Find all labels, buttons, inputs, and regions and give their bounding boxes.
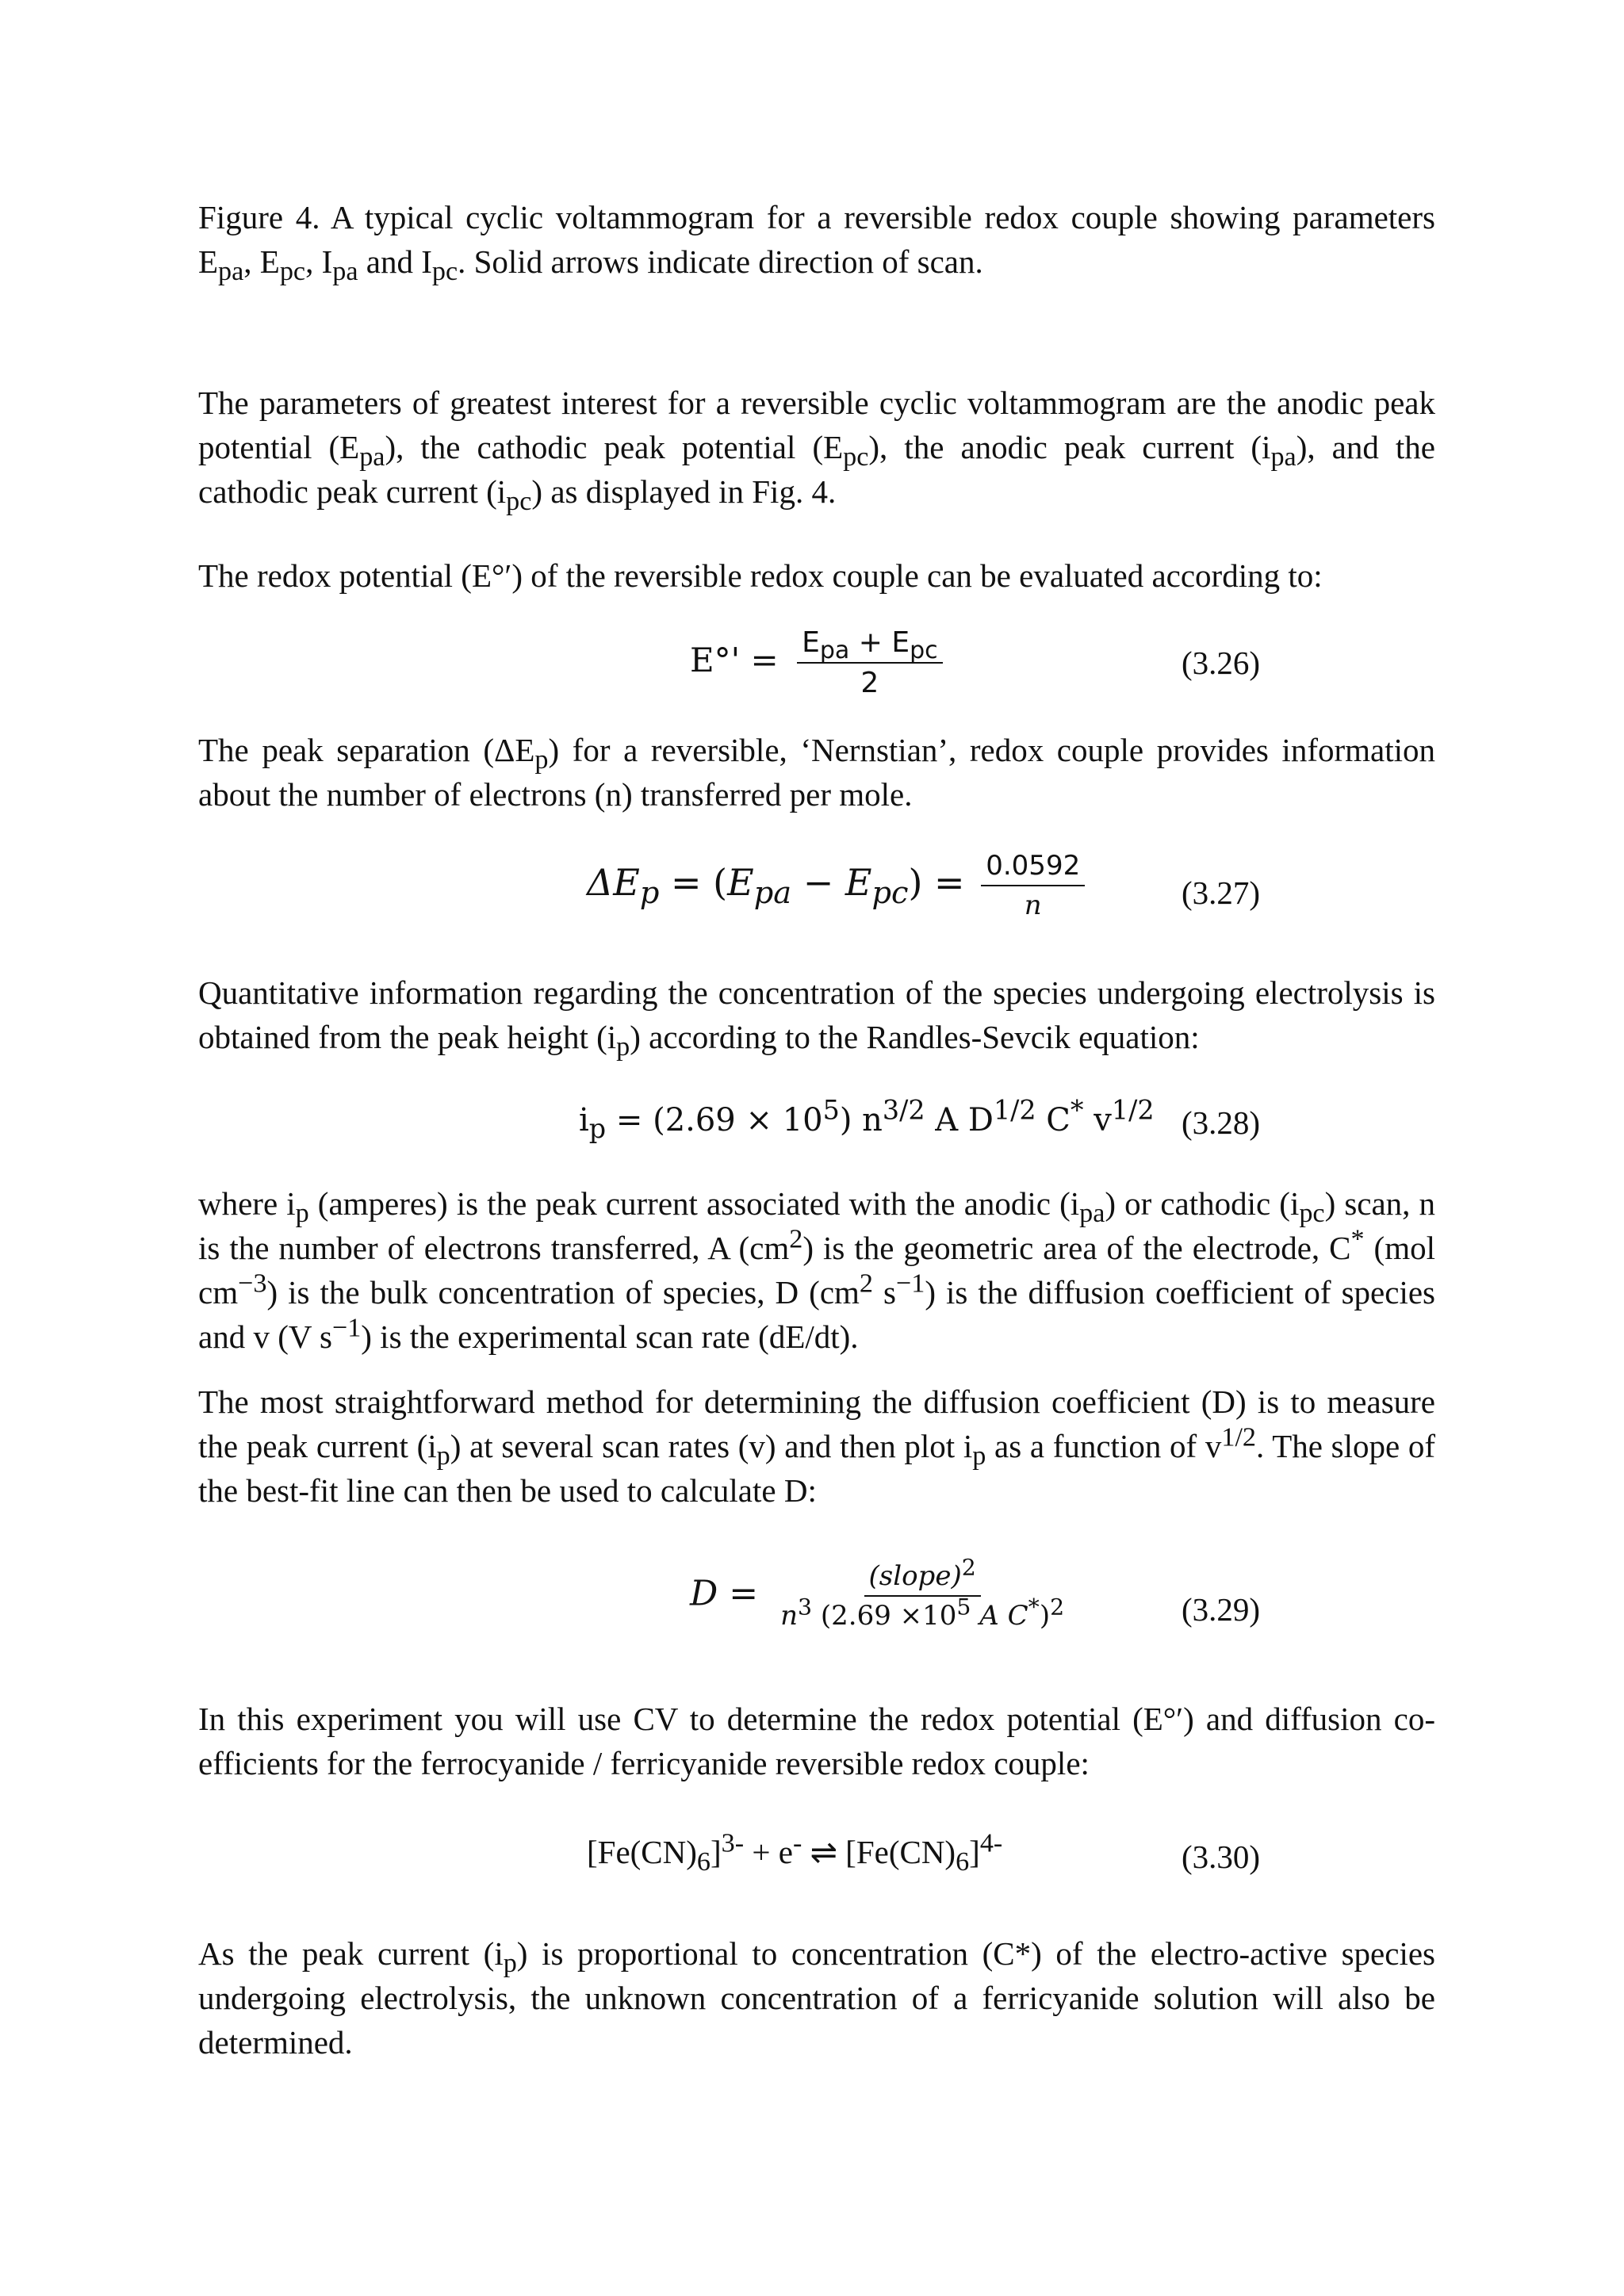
paragraph-quantitative bbox=[198, 970, 1435, 1062]
caption-sub: pc bbox=[431, 257, 458, 287]
para-text: The parameters of greatest interest for a reversible cyclic voltammogram are the anodic peak potential (E bbox=[198, 385, 1435, 465]
caption-text: . Solid arrows indicate direction of scan. bbox=[458, 243, 983, 280]
paragraph-diffusion-method: The most straightforward method for determining the diffusion coefficient (D) is to measure the peak current $(i_p)$ at several scan rates (v) and then plot $i_p$ as a function of $v^{1/2}$. The slope of the best-fit line can then be used to calculate D: bbox=[198, 1383, 1436, 1509]
caption-text: Figure 4. A typical cyclic voltammogram for a reversible redox couple showing parameters E bbox=[198, 199, 1435, 280]
caption-sub: pc bbox=[279, 257, 306, 287]
para-text: ), the cathodic peak potential (E bbox=[385, 429, 844, 465]
paragraph-experiment: In this experiment you will use CV to determine the redox potential (E°′) and diffusion co-efficients for the ferrocyanide / ferricyanide reversible redox couple: bbox=[198, 1701, 1435, 1781]
para-text: The peak separation (ΔE bbox=[198, 732, 535, 768]
para-text: ) for a reversible, ‘Nernstian’, redox couple provides information about the number of electrons (n) transferred per mole. bbox=[198, 732, 1436, 813]
para-text: ), the anodic peak current (i bbox=[868, 429, 1271, 465]
equation-lhs: E°' = bbox=[690, 641, 779, 679]
equation-number: (3.26) bbox=[1182, 645, 1261, 681]
paragraph-parameters bbox=[198, 381, 1435, 517]
para-text: Quantitative information regarding the concentration of the species undergoing electrolysis is obtained from the peak height (i bbox=[198, 974, 1435, 1055]
caption-text: , E bbox=[243, 243, 280, 280]
caption-sub: pa bbox=[332, 257, 358, 287]
equation-fraction: $\frac{E_{pa} + E_{pc}}{2}$ bbox=[797, 626, 943, 699]
paragraph-redox-potential bbox=[198, 553, 1435, 598]
para-sub: pa bbox=[359, 442, 385, 473]
para-text: ), and the cathodic peak current (i bbox=[198, 429, 1435, 510]
equation-3-27: $\Delta E_p = (E_{pa} - E_{pc})$ = $\frac{0.0592}{n}$ bbox=[587, 850, 1085, 921]
paragraph-where: where $i_p$ (amperes) is the peak current associated with the anodic $(i_{pa})$ or cathodic $(i_{pc})$ scan, n is the number of electrons transferred, A $(cm^2)$ is the geometric area of the electrode, C* (mol $cm^{-3}$) is the bulk concentration of species, D ($cm^2$ $s^{-1}$) is the diffusion coefficient of species and v (V $s^{-1}$) is the experimental scan rate (dE/dt). bbox=[198, 1185, 1436, 1355]
equation-3-26 bbox=[690, 626, 943, 699]
paragraph-peak-current: As the peak current $(i_p)$ is proportional to concentration (C*) of the electro-active species undergoing electrolysis, the unknown concentration of a ferricyanide solution will also be determined. bbox=[198, 1935, 1436, 2061]
equation-number: (3.28) bbox=[1182, 1104, 1261, 1141]
equation-3-28: $i_p = (2.69 \times 10^5)$ $n^{3/2}$ A $D^{1/2}$ C* $v^{1/2}$ bbox=[579, 1094, 1155, 1144]
equation-fraction: $\frac{0.0592}{n}$ bbox=[981, 850, 1085, 921]
caption-sub: pa bbox=[218, 257, 244, 287]
equation-number: (3.30) bbox=[1182, 1839, 1261, 1875]
equation-3-30: $[Fe(CN)_6]^{3-} + e^-$ ⇌ $[Fe(CN)_6]^{4-}$ bbox=[587, 1828, 1003, 1877]
para-text: ) according to the Randles-Sevcik equation: bbox=[630, 1019, 1200, 1055]
equation-fraction: $\frac{(slope)^2}{n^3 (2.69 \times 10^5 A C^*)^2}$ bbox=[780, 1554, 1065, 1632]
para-sub: pa bbox=[1270, 442, 1297, 473]
figure-caption bbox=[198, 195, 1435, 287]
caption-text: and I bbox=[358, 243, 432, 280]
equation-number: (3.29) bbox=[1182, 1591, 1261, 1628]
para-sub: pc bbox=[506, 487, 532, 517]
paragraph-peak-separation bbox=[198, 728, 1435, 817]
para-sub: p bbox=[534, 745, 549, 775]
para-sub: pc bbox=[843, 442, 869, 473]
para-text: The redox potential (E°′) of the reversible redox couple can be evaluated according to: bbox=[198, 557, 1323, 594]
equation-3-29: D = $\frac{(slope)^2}{n^3 (2.69 \times 10^5 A C^*)^2}$ bbox=[690, 1560, 1069, 1632]
equation-number: (3.27) bbox=[1182, 874, 1261, 911]
para-text: ) as displayed in Fig. 4. bbox=[531, 473, 837, 510]
para-sub: p bbox=[616, 1032, 630, 1062]
caption-text: , I bbox=[305, 243, 333, 280]
equation-delta: ΔE bbox=[587, 861, 640, 904]
